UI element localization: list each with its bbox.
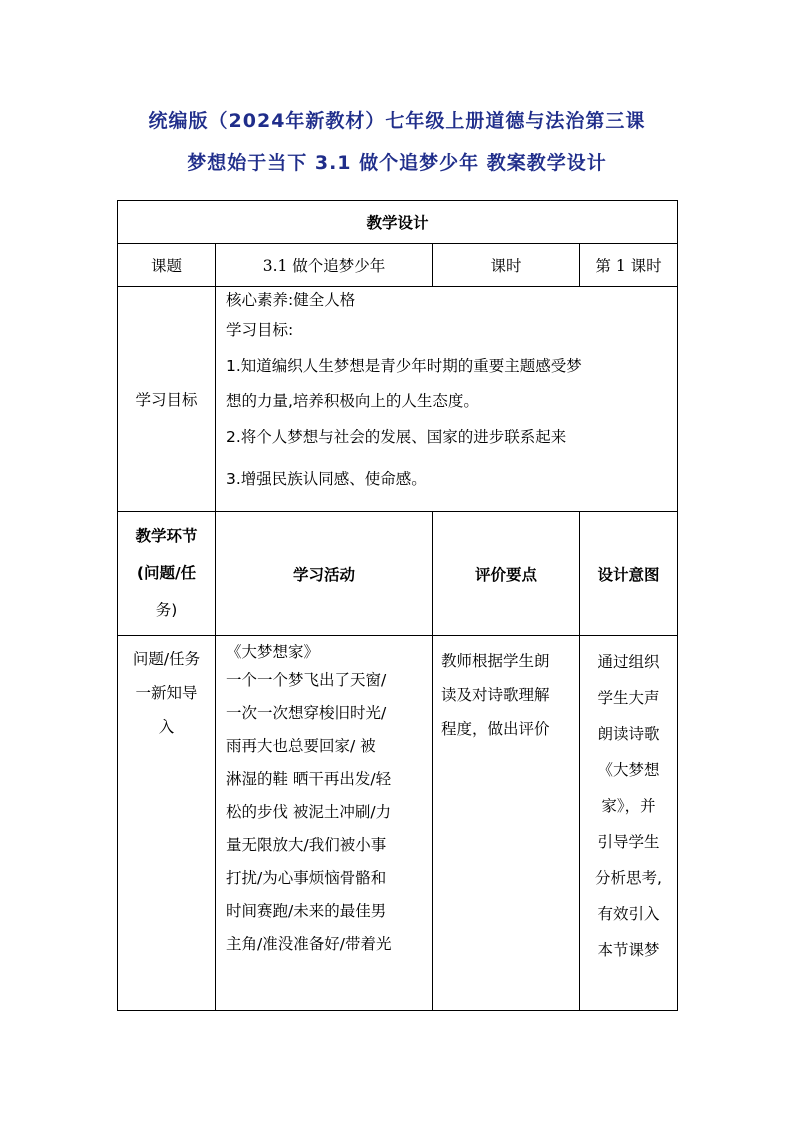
evaluation-line: 教师根据学生朗 — [441, 652, 550, 670]
evaluation-line: 读及对诗歌理解 — [441, 686, 550, 704]
activity-line: 一个一个梦飞出了天窗/ — [226, 671, 387, 689]
row-activity — [216, 636, 433, 1011]
intent-line: 有效引入 — [597, 905, 660, 923]
doc-title-line1: 统编版（2024年新教材）七年级上册道德与法治第三课 — [148, 110, 646, 132]
stage-line: 入 — [158, 718, 175, 736]
intent-line: 通过组织 — [597, 653, 660, 671]
intent-line: 分析思考, — [595, 869, 662, 887]
activity-line: 时间赛跑/未来的最佳男 — [226, 902, 387, 920]
intent-line: 《大梦想 — [597, 761, 660, 779]
objective-line: 3.增强民族认同感、使命感。 — [226, 470, 427, 488]
objective-line: 核心素养:健全人格 — [226, 291, 356, 309]
evaluation-line: 程度，做出评价 — [441, 720, 550, 738]
stage-header-line: 务) — [155, 601, 178, 619]
activity-header: 学习活动 — [216, 512, 433, 636]
evaluation-header: 评价要点 — [433, 512, 580, 636]
topic-value: 3.1 做个追梦少年 — [216, 244, 433, 287]
activity-line: 《大梦想家》 — [226, 643, 320, 661]
stage-header — [118, 512, 216, 636]
objective-line: 想的力量,培养积极向上的人生态度。 — [226, 392, 479, 410]
intent-line: 朗读诗歌 — [597, 725, 660, 743]
intent-line: 学生大声 — [597, 689, 660, 707]
doc-title-line2: 梦想始于当下 3.1 做个追梦少年 教案教学设计 — [187, 152, 607, 174]
objective-line: 1.知道编织人生梦想是青少年时期的重要主题感受梦 — [226, 356, 582, 375]
intent-line: 引导学生 — [597, 833, 660, 851]
stage-header-line: 教学环节 — [135, 527, 198, 545]
stage-header-line: (问题/任 — [136, 564, 197, 582]
row-stage — [118, 636, 216, 1011]
row-intent — [580, 636, 678, 1011]
objectives-cell — [216, 287, 678, 512]
table-header: 教学设计 — [118, 201, 678, 244]
activity-line: 雨再大也总要回家/ 被 — [226, 737, 376, 755]
row-evaluation — [433, 636, 580, 1011]
activity-line: 淋湿的鞋 晒干再出发/轻 — [226, 770, 392, 788]
period-label: 课时 — [433, 244, 580, 287]
intent-line: 本节课梦 — [597, 941, 660, 959]
lesson-plan-table — [117, 200, 678, 1011]
activity-line: 量无限放大/我们被小事 — [226, 836, 387, 854]
objectives-label: 学习目标 — [118, 287, 216, 512]
activity-line: 一次一次想穿梭旧时光/ — [226, 704, 387, 722]
intent-line: 家》，并 — [601, 797, 656, 815]
objective-line: 学习目标: — [226, 321, 294, 339]
activity-line: 主角/准没准备好/带着光 — [226, 935, 392, 953]
stage-line: 一新知导 — [135, 684, 198, 702]
objective-line: 2.将个人梦想与社会的发展、国家的进步联系起来 — [226, 427, 567, 446]
intent-header: 设计意图 — [580, 512, 678, 636]
period-value: 第 1 课时 — [580, 244, 678, 287]
activity-line: 打扰/为心事烦恼骨骼和 — [226, 869, 387, 887]
topic-label: 课题 — [118, 244, 216, 287]
activity-line: 松的步伐 被泥土冲刷/力 — [226, 803, 392, 821]
stage-line: 问题/任务 — [132, 650, 201, 668]
